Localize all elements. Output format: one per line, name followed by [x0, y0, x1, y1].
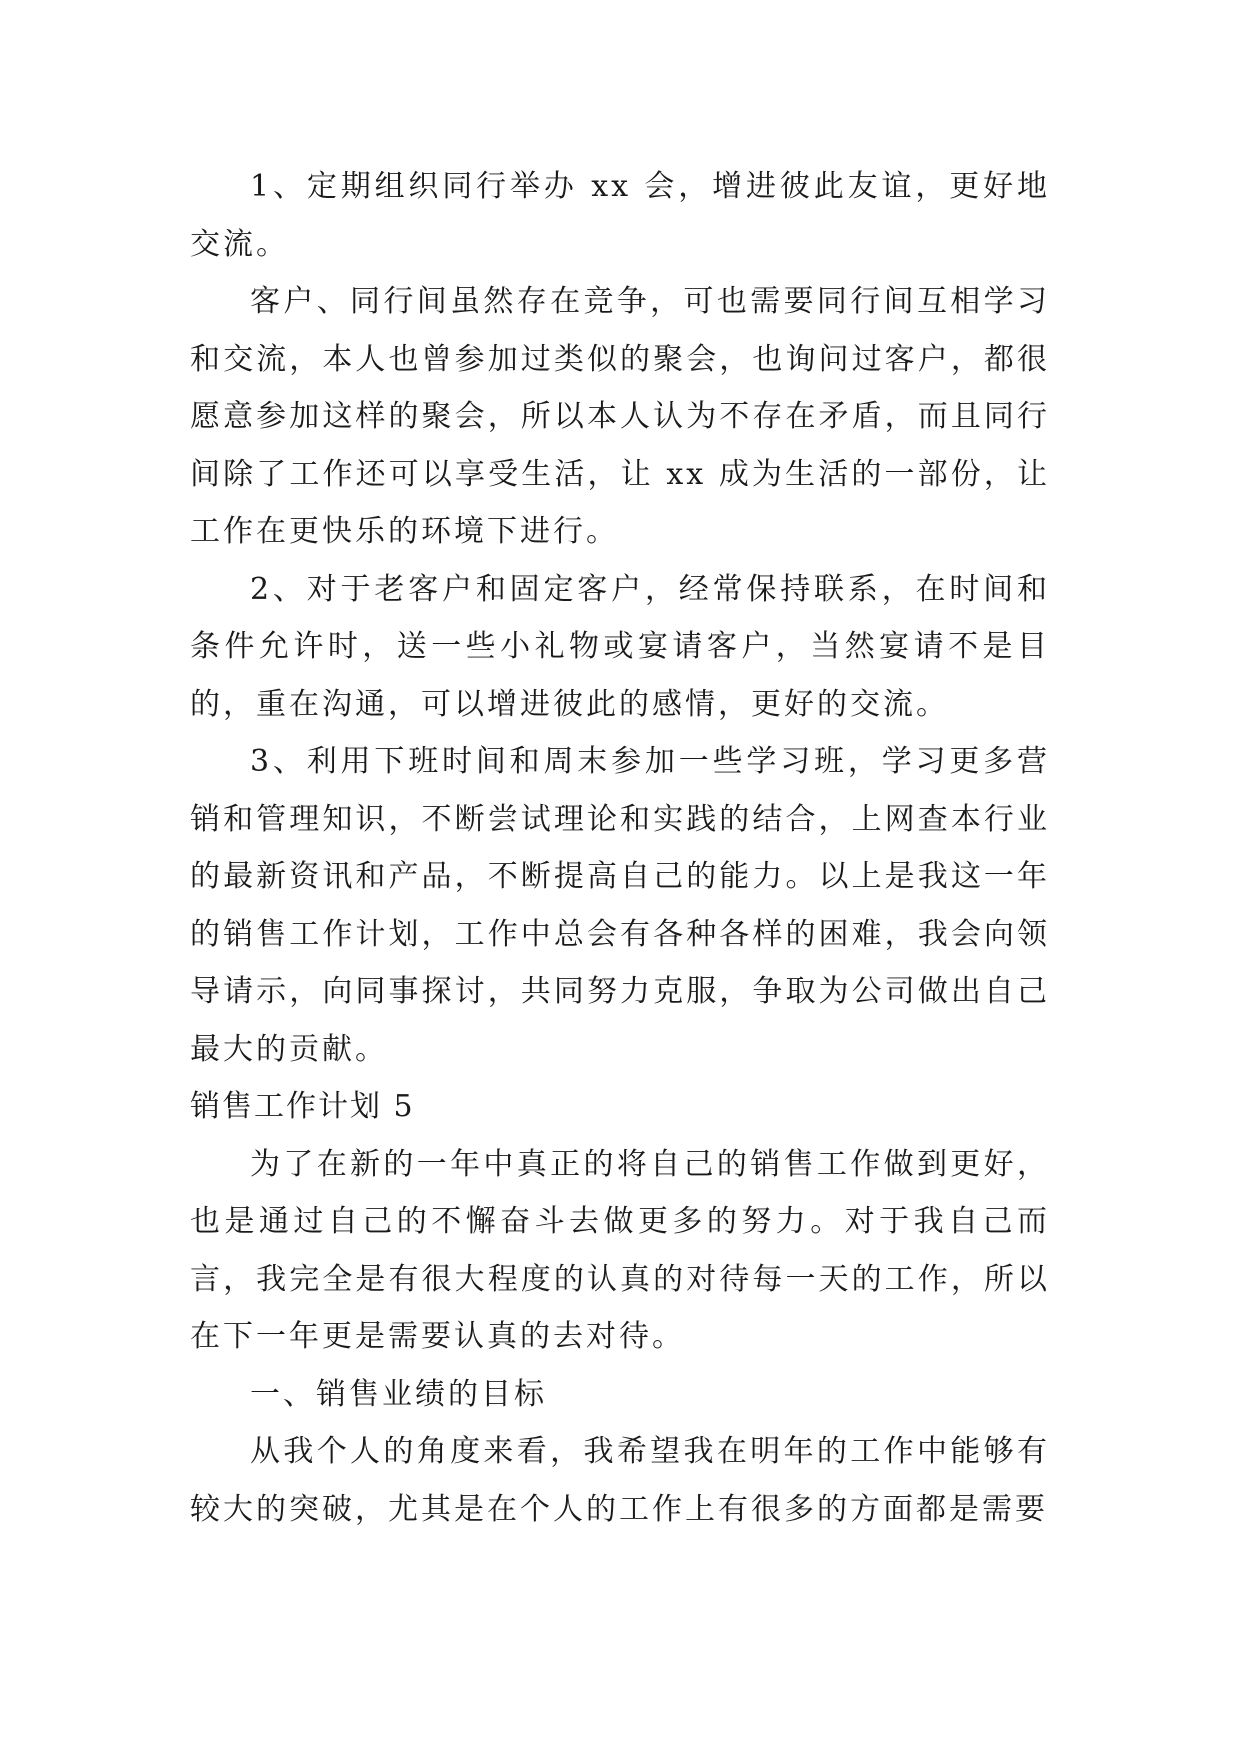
paragraph-intro: 为了在新的一年中真正的将自己的销售工作做到更好，也是通过自己的不懈奋斗去做更多的努力。对于我自己而言，我完全是有很大程度的认真的对待每一天的工作，所以在下一年更是需要认真的去对待。 [190, 1146, 1050, 1354]
paragraph-item-3: 3、利用下班时间和周末参加一些学习班，学习更多营销和管理知识，不断尝试理论和实践的结合，上网查本行业的最新资讯和产品，不断提高自己的能力。以上是我这一年的销售工作计划，工作中总会有各种各样的困难，我会向领导请示，向同事探讨，共同努力克服，争取为公司做出自己最大的贡献。 [190, 744, 1050, 1067]
subheading-sales-target: 一、销售业绩的目标 [250, 1376, 547, 1412]
paragraph-sales-target: 从我个人的角度来看，我希望我在明年的工作中能够有较大的突破，尤其是在个人的工作上有很多的方面都是需要 [190, 1434, 1050, 1527]
paragraph-peer-communication: 客户、同行间虽然存在竞争，可也需要同行间互相学习和交流，本人也曾参加过类似的聚会，也询问过客户，都很愿意参加这样的聚会，所以本人认为不存在矛盾，而且同行间除了工作还可以享受生活，让 xx 成为生活的一部份，让工作在更快乐的环境下进行。 [190, 284, 1050, 549]
paragraph-item-1: 1、定期组织同行举办 xx 会，增进彼此友谊，更好地交流。 [190, 169, 1050, 262]
paragraph-item-2: 2、对于老客户和固定客户，经常保持联系，在时间和条件允许时，送一些小礼物或宴请客户，当然宴请不是目的，重在沟通，可以增进彼此的感情，更好的交流。 [190, 571, 1050, 722]
section-title: 销售工作计划 5 [190, 1089, 415, 1124]
document-body [190, 158, 1050, 1538]
